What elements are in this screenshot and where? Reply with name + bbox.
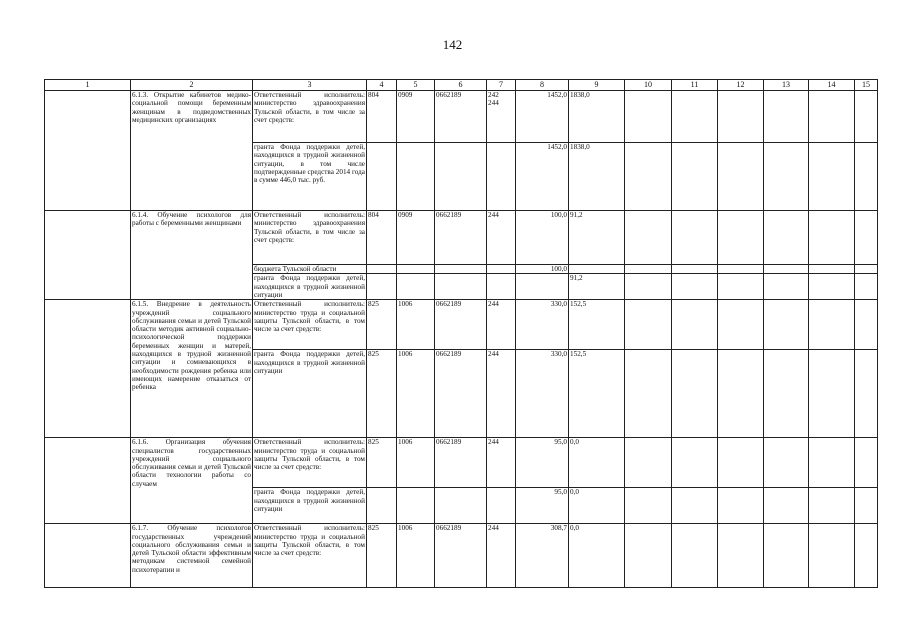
blank-cell [45, 524, 131, 588]
amount-cell: 1452,0 [516, 143, 569, 211]
funding-description: Ответственный исполнитель: министерство труда и социальной защиты Тульской области, в том числе за счет средств: [253, 300, 367, 350]
empty-cell [625, 265, 672, 274]
table-row [45, 300, 878, 350]
code-cell: 825 [367, 300, 397, 350]
empty-cell [809, 300, 855, 350]
item-description: 6.1.7. Обучение психологов государственных учреждений социального обслуживания семьи и детей Тульской области эффективным методикам системной семейной психотерапии и [131, 524, 253, 588]
amount-cell: 0,0 [569, 524, 625, 588]
code-cell [367, 488, 397, 524]
code-cell [487, 265, 516, 274]
col-header: 15 [855, 80, 878, 91]
amount-cell: 152,5 [569, 300, 625, 350]
code-cell: 804 [367, 211, 397, 265]
empty-cell [809, 274, 855, 300]
col-header: 8 [516, 80, 569, 91]
empty-cell [625, 274, 672, 300]
code-cell: 825 [367, 350, 397, 438]
empty-cell [764, 438, 809, 488]
code-cell [487, 274, 516, 300]
empty-cell [625, 438, 672, 488]
empty-cell [764, 143, 809, 211]
funding-description: Ответственный исполнитель: министерство здравоохранения Тульской области, в том числе за счет средств: [253, 211, 367, 265]
col-header: 1 [45, 80, 131, 91]
empty-cell [672, 438, 718, 488]
col-header: 4 [367, 80, 397, 91]
empty-cell [764, 211, 809, 265]
code-cell: 244 [487, 211, 516, 265]
col-header: 14 [809, 80, 855, 91]
code-cell: 244 [487, 524, 516, 588]
table-row [45, 211, 878, 265]
code-cell: 1006 [397, 438, 435, 488]
code-cell: 0662189 [435, 438, 487, 488]
empty-cell [718, 350, 764, 438]
col-header: 6 [435, 80, 487, 91]
code-cell [367, 265, 397, 274]
code-cell: 0662189 [435, 300, 487, 350]
amount-cell: 95,0 [516, 488, 569, 524]
empty-cell [764, 91, 809, 143]
code-cell [397, 143, 435, 211]
code-cell [367, 143, 397, 211]
empty-cell [809, 488, 855, 524]
amount-cell: 100,0 [516, 265, 569, 274]
empty-cell [718, 265, 764, 274]
empty-cell [672, 524, 718, 588]
col-header: 5 [397, 80, 435, 91]
empty-cell [809, 143, 855, 211]
empty-cell [855, 488, 878, 524]
empty-cell [625, 300, 672, 350]
code-cell [397, 488, 435, 524]
code-cell: 804 [367, 91, 397, 143]
empty-cell [764, 274, 809, 300]
funding-description: гранта Фонда поддержки детей, находящихся в трудной жизненной ситуации [253, 488, 367, 524]
empty-cell [672, 143, 718, 211]
funding-description: Ответственный исполнитель: министерство труда и социальной защиты Тульской области, в том числе за счет средств: [253, 524, 367, 588]
funding-description: гранта Фонда поддержки детей, находящихся в трудной жизненной ситуации [253, 350, 367, 438]
empty-cell [672, 265, 718, 274]
empty-cell [718, 488, 764, 524]
funding-description: гранта Фонда поддержки детей, находящихся в трудной жизненной ситуации [254, 274, 365, 299]
code-cell: 0662189 [435, 524, 487, 588]
funding-description: Ответственный исполнитель: министерство здравоохранения Тульской области, в том числе за счет средств: [253, 91, 367, 143]
amount-cell: 330,0 [516, 350, 569, 438]
code-cell: 0909 [397, 211, 435, 265]
code-cell: 1006 [397, 524, 435, 588]
empty-cell [625, 211, 672, 265]
amount-cell: 308,7 [516, 524, 569, 588]
amount-cell [569, 265, 625, 274]
code-cell: 242 244 [487, 91, 516, 143]
empty-cell [672, 211, 718, 265]
table-row [45, 524, 878, 588]
empty-cell [764, 350, 809, 438]
blank-cell [45, 91, 131, 211]
code-cell [435, 274, 487, 300]
amount-cell: 0,0 [569, 438, 625, 488]
amount-cell: 0,0 [569, 488, 625, 524]
blank-cell [45, 438, 131, 524]
empty-cell [809, 265, 855, 274]
empty-cell [718, 211, 764, 265]
empty-cell [625, 91, 672, 143]
amount-cell: 91,2 [569, 274, 625, 300]
empty-cell [625, 524, 672, 588]
item-description: 6.1.5. Внедрение в деятельность учреждений социального обслуживания семьи и детей Тульской области методик активной социально-психологической поддержки беременных женщин и матерей, находящихся в трудной жизненной ситуации и сомневающихся в необходимости рождения ребенка или имеющих намерение отказаться от ребенка [131, 300, 253, 438]
empty-cell [718, 143, 764, 211]
page-number: 142 [442, 37, 463, 52]
blank-cell [45, 300, 131, 438]
funding-description: Ответственный исполнитель: министерство труда и социальной защиты Тульской области, в том числе за счет средств: [253, 438, 367, 488]
code-cell: 0662189 [435, 91, 487, 143]
amount-cell [516, 274, 569, 300]
col-header: 10 [625, 80, 672, 91]
table-row [45, 438, 878, 488]
empty-cell [718, 274, 764, 300]
code-cell: 244 [487, 300, 516, 350]
col-header: 11 [672, 80, 718, 91]
code-cell: 244 [487, 438, 516, 488]
code-cell [435, 265, 487, 274]
col-header: 13 [764, 80, 809, 91]
code-cell: 244 [487, 350, 516, 438]
code-cell [435, 488, 487, 524]
code-cell: 1006 [397, 300, 435, 350]
empty-cell [625, 143, 672, 211]
empty-cell [764, 300, 809, 350]
code-cell [397, 274, 435, 300]
empty-cell [672, 91, 718, 143]
empty-cell [764, 524, 809, 588]
amount-cell: 1838,0 [569, 91, 625, 143]
item-description: 6.1.6. Организация обучения специалистов государственных учреждений социального обслуживания семьи и детей Тульской области технологии работы со случаем [131, 438, 253, 524]
code-cell: 0662189 [435, 350, 487, 438]
amount-cell: 91,2 [569, 211, 625, 265]
empty-cell [672, 274, 718, 300]
code-cell [487, 488, 516, 524]
empty-cell [718, 438, 764, 488]
empty-cell [809, 350, 855, 438]
empty-cell [625, 350, 672, 438]
budget-table [44, 79, 878, 588]
empty-cell [718, 524, 764, 588]
code-cell [367, 274, 397, 300]
empty-cell [764, 488, 809, 524]
code-cell [435, 143, 487, 211]
empty-cell [855, 300, 878, 350]
col-header: 3 [253, 80, 367, 91]
empty-cell [855, 274, 878, 300]
empty-cell [809, 438, 855, 488]
empty-cell [855, 265, 878, 274]
empty-cell [855, 524, 878, 588]
empty-cell [855, 211, 878, 265]
empty-cell [672, 350, 718, 438]
amount-cell: 100,0 [516, 211, 569, 265]
empty-cell [855, 143, 878, 211]
empty-cell [809, 211, 855, 265]
amount-cell: 95,0 [516, 438, 569, 488]
col-header: 12 [718, 80, 764, 91]
col-header: 7 [487, 80, 516, 91]
empty-cell [764, 265, 809, 274]
item-description: 6.1.3. Открытие кабинетов медико-социальной помощи беременным женщинам в подведомственных медицинских организациях [131, 91, 253, 211]
code-cell: 825 [367, 524, 397, 588]
amount-cell: 1452,0 [516, 91, 569, 143]
empty-cell [718, 300, 764, 350]
code-cell: 1006 [397, 350, 435, 438]
empty-cell [718, 91, 764, 143]
empty-cell [855, 350, 878, 438]
empty-cell [672, 488, 718, 524]
empty-cell [809, 91, 855, 143]
empty-cell [855, 438, 878, 488]
empty-cell [672, 300, 718, 350]
col-header: 9 [569, 80, 625, 91]
code-cell [397, 265, 435, 274]
funding-description: бюджета Тульской области [253, 265, 367, 274]
item-description: 6.1.4. Обучение психологов для работы с беременными женщинами [131, 211, 253, 300]
table-row [45, 91, 878, 143]
empty-cell [809, 524, 855, 588]
col-header: 2 [131, 80, 253, 91]
code-cell: 0662189 [435, 211, 487, 265]
amount-cell: 330,0 [516, 300, 569, 350]
amount-cell: 152,5 [569, 350, 625, 438]
header-row [45, 80, 878, 91]
funding-description: гранта Фонда поддержки детей, находящихся в трудной жизненной ситуации, в том числе подтвержденные средства 2014 года в сумме 446,0 тыс. руб. [253, 143, 367, 211]
code-cell [487, 143, 516, 211]
empty-cell [625, 488, 672, 524]
empty-cell [855, 91, 878, 143]
code-cell: 0909 [397, 91, 435, 143]
amount-cell: 1838,0 [569, 143, 625, 211]
code-cell: 825 [367, 438, 397, 488]
blank-cell [45, 211, 131, 300]
